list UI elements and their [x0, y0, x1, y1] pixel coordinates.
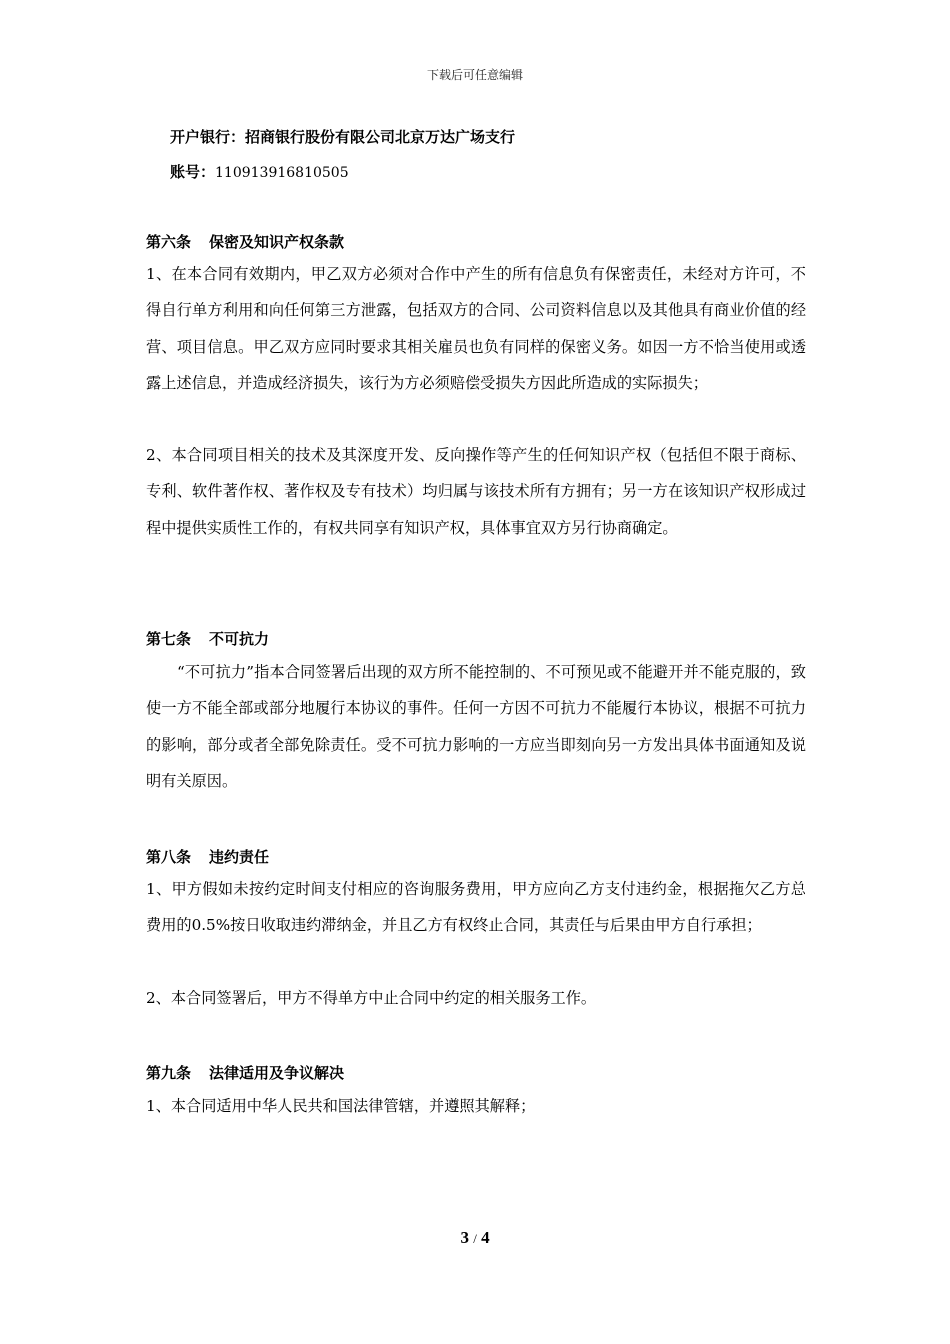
account-line: [170, 162, 349, 183]
section-7-title: 不可抗力: [209, 630, 270, 648]
section-8-number: 第八条: [146, 848, 192, 866]
total-pages: 4: [481, 1228, 490, 1247]
current-page: 3: [460, 1228, 469, 1247]
section-6-number: 第六条: [146, 233, 192, 251]
section-9-paragraph-1: 1、本合同适用中华人民共和国法律管辖，并遵照其解释；: [146, 1097, 536, 1115]
section-7-paragraph-1: “不可抗力”指本合同签署后出现的双方所不能控制的、不可预见或不能避开并不能克服的，致使一方不能全部或部分地履行本协议的事件。任何一方因不可抗力不能履行本协议，根据不可抗力的影响，部分或者全部免除责任。受不可抗力影响的一方应当即刻向另一方发出具体书面通知及说明有关原因。: [146, 663, 806, 790]
section-6-heading: [146, 232, 344, 252]
section-9-heading: [146, 1063, 344, 1083]
section-8-heading: [146, 847, 269, 867]
page-number: [0, 1228, 950, 1248]
section-8-paragraph-2: 2、本合同签署后，甲方不得单方中止合同中约定的相关服务工作。: [146, 989, 597, 1007]
section-6-paragraph-2: 2、本合同项目相关的技术及其深度开发、反向操作等产生的任何知识产权（包括但不限于商标、专利、软件著作权、著作权及专有技术）均归属与该技术所有方拥有；另一方在该知识产权形成过程中提供实质性工作的，有权共同享有知识产权，具体事宜双方另行协商确定。: [146, 446, 806, 537]
section-7-number: 第七条: [146, 630, 192, 648]
section-7-heading: [146, 629, 269, 649]
bank-name: 开户银行：招商银行股份有限公司北京万达广场支行: [170, 128, 516, 146]
section-6-paragraph-1: 1、在本合同有效期内，甲乙双方必须对合作中产生的所有信息负有保密责任，未经对方许可，不得自行单方利用和向任何第三方泄露，包括双方的合同、公司资料信息以及其他具有商业价值的经营、项目信息。甲乙双方应同时要求其相关雇员也负有同样的保密义务。如因一方不恰当使用或透露上述信息，并造成经济损失，该行为方必须赔偿受损失方因此所造成的实际损失；: [146, 265, 806, 392]
page-header: 下载后可任意编辑: [426, 68, 523, 82]
section-8-title: 违约责任: [209, 848, 270, 866]
account-number: 110913916810505: [215, 165, 349, 181]
section-9-title: 法律适用及争议解决: [209, 1064, 345, 1082]
section-6-title: 保密及知识产权条款: [209, 233, 345, 251]
account-label: 账号：: [170, 163, 216, 181]
section-9-number: 第九条: [146, 1064, 192, 1082]
page-separator: /: [473, 1231, 477, 1246]
section-8-paragraph-1: 1、甲方假如未按约定时间支付相应的咨询服务费用，甲方应向乙方支付违约金，根据拖欠乙方总费用的0.5%按日收取违约滞纳金，并且乙方有权终止合同，其责任与后果由甲方自行承担；: [146, 880, 806, 935]
